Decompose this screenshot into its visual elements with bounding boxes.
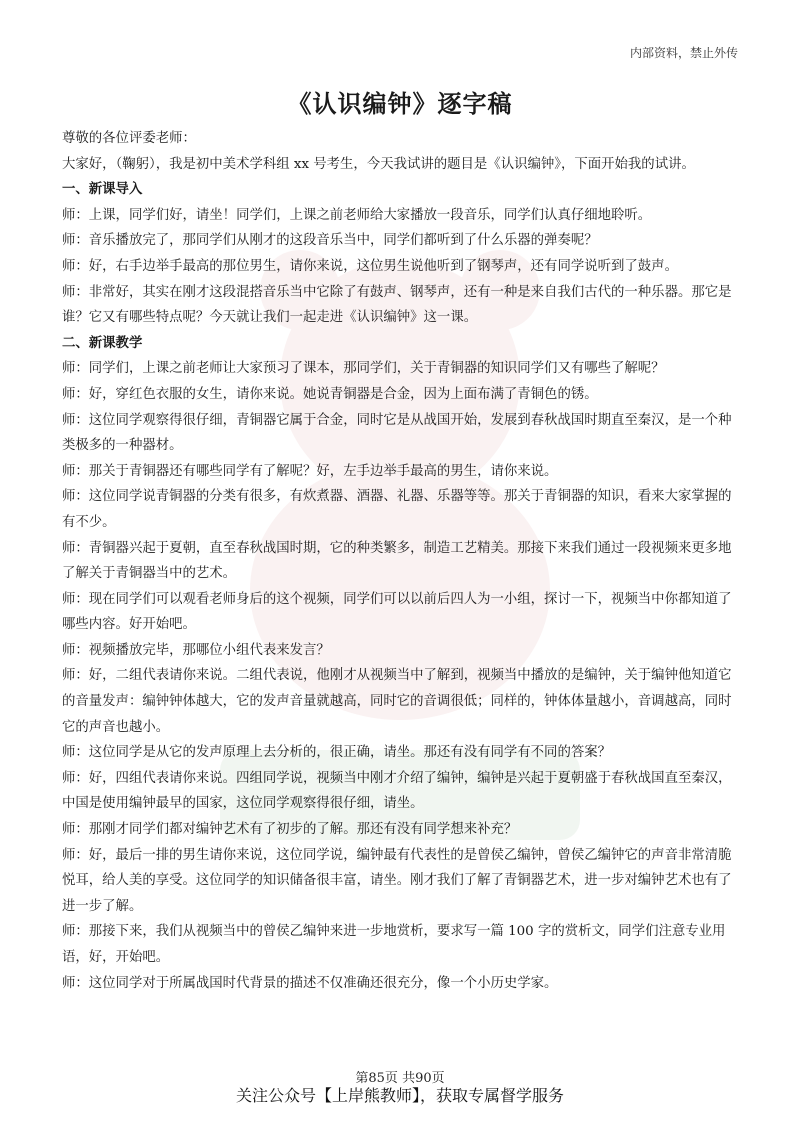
paragraph: 师：好，右手边举手最高的那位男生，请你来说，这位男生说他听到了钢琴声，还有同学说听到了鼓声。 [62,258,678,274]
paragraph: 师：好，穿红色衣服的女生，请你来说。她说青铜器是合金，因为上面布满了青铜色的锈。 [62,386,598,402]
paragraph: 师：那关于青铜器还有哪些同学有了解呢？好，左手边举手最高的男生，请你来说。 [62,463,558,479]
paragraph: 师：这位同学是从它的发声原理上去分析的，很正确，请坐。那还有没有同学有不同的答案？ [62,745,612,761]
section-heading-intro: 一、新课导入 [62,181,143,198]
paragraph: 师：好，四组代表请你来说。四组同学说，视频当中刚才介绍了编钟，编钟是兴起于夏朝盛于春秋战国直至秦汉，中国是使用编钟最早的国家，这位同学观察得很仔细，请坐。 [62,770,732,812]
confidential-note: 内部资料，禁止外传 [629,46,738,60]
page-number: 第85页 共90页 [355,1071,445,1086]
document-title: 《认识编钟》逐字稿 [287,89,513,118]
paragraph: 师：这位同学说青铜器的分类有很多，有炊煮器、酒器、礼器、乐器等等。那关于青铜器的知识，看来大家掌握的有不少。 [62,489,732,530]
footer-promo: 关注公众号【上岸熊教师】，获取专属督学服务 [235,1086,564,1105]
section-heading-teaching: 二、新课教学 [62,334,143,351]
paragraph: 师：那刚才同学们都对编钟艺术有了初步的了解。那还有没有同学想来补充？ [62,822,518,838]
paragraph: 师：音乐播放完了，那同学们从刚才的这段音乐当中，同学们都听到了什么乐器的弹奏呢？ [62,233,598,249]
greeting-line: 尊敬的各位评委老师： [62,131,196,146]
paragraph: 师：青铜器兴起于夏朝，直至春秋战国时期，它的种类繁多，制造工艺精美。那接下来我们通过一段视频来更多地了解关于青铜器当中的艺术。 [62,540,732,582]
paragraph: 师：上课，同学们好，请坐！同学们，上课之前老师给大家播放一段音乐，同学们认真仔细地聆听。 [62,207,652,223]
paragraph: 师：那接下来，我们从视频当中的曾侯乙编钟来进一步地赏析，要求写一篇 100 字的赏析文，同学们注意专业用语，好，开始吧。 [62,924,726,965]
document-body [62,126,738,996]
intro-line: 大家好，（鞠躬），我是初中美术学科组 xx 号考生，今天我试讲的题目是《认识编钟》，下面开始我的试讲。 [62,156,695,172]
paragraph: 师：这位同学观察得很仔细，青铜器它属于合金，同时它是从战国开始，发展到春秋战国时期直至秦汉，是一个种类极多的一种器材。 [62,412,732,454]
paragraph: 师：非常好，其实在刚才这段混搭音乐当中它除了有鼓声、钢琴声，还有一种是来自我们古代的一种乐器。那它是谁？它又有哪些特点呢？今天就让我们一起走进《认识编钟》这一课。 [62,284,732,326]
paragraph: 师：好，二组代表请你来说。二组代表说，他刚才从视频当中了解到，视频当中播放的是编钟，关于编钟他知道它的音量发声：编钟钟体越大，它的发声音量就越高，同时它的音调很低；同样的，钟体体量越小，音调越高，同时它的声音也越小。 [62,668,732,735]
paragraph: 师：现在同学们可以观看老师身后的这个视频，同学们可以以前后四人为一小组，探讨一下，视频当中你都知道了哪些内容。好开始吧。 [62,591,732,633]
paragraph: 师：好，最后一排的男生请你来说，这位同学说，编钟最有代表性的是曾侯乙编钟，曾侯乙编钟它的声音非常清脆悦耳，给人美的享受。这位同学的知识储备很丰富，请坐。刚才我们了解了青铜器艺术，进一步对编钟艺术也有了进一步了解。 [62,847,732,914]
paragraph: 师：视频播放完毕，那哪位小组代表来发言？ [62,642,330,658]
paragraph: 师：这位同学对于所属战国时代背景的描述不仅准确还很充分，像一个小历史学家。 [62,975,558,991]
paragraph: 师：同学们，上课之前老师让大家预习了课本，那同学们，关于青铜器的知识同学们又有哪些了解呢？ [62,361,665,377]
